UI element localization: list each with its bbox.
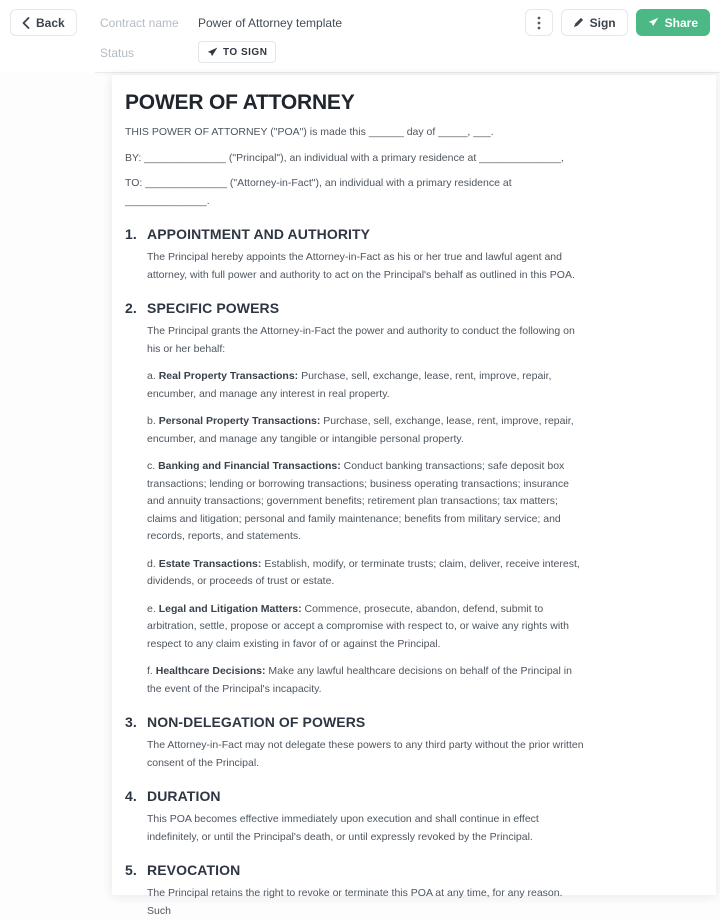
section-paragraph: The Attorney-in-Fact may not delegate these powers to any third party without the prior written consent of the Principal. <box>147 739 584 769</box>
section-heading <box>125 861 587 879</box>
section-heading-text: REVOCATION <box>147 862 241 878</box>
section-number: 1. <box>125 226 137 242</box>
status-badge-label: TO SIGN <box>223 46 268 58</box>
document-canvas <box>0 73 720 917</box>
section-paragraph: The Principal hereby appoints the Attorney-in-Fact as his or her true and lawful agent and attorney, with full power and authority to act on the Principal's behalf as outlined in this POA. <box>147 251 575 281</box>
item-label: Healthcare Decisions: <box>155 665 266 677</box>
section-heading <box>125 299 587 317</box>
item-letter: a. <box>147 370 156 382</box>
status-badge[interactable] <box>198 41 276 63</box>
item-label: Banking and Financial Transactions: <box>158 460 341 472</box>
document-page[interactable] <box>112 75 716 917</box>
paper-plane-icon <box>207 47 218 58</box>
power-item-d <box>147 556 587 591</box>
share-button[interactable] <box>636 9 710 36</box>
item-label: Real Property Transactions: <box>158 370 299 382</box>
more-options-button[interactable] <box>525 9 553 36</box>
contract-name-value[interactable]: Power of Attorney template <box>198 16 343 30</box>
section-heading <box>125 225 587 243</box>
item-label: Personal Property Transactions: <box>158 415 321 427</box>
section-paragraph: The Principal grants the Attorney-in-Fact the power and authority to conduct the following on his or her behalf: <box>147 325 575 355</box>
pen-icon <box>573 17 584 28</box>
section-paragraph: The Principal retains the right to revoke or terminate this POA at any time, for any reason. Such <box>147 887 563 917</box>
toolbar <box>0 0 720 73</box>
document-title: POWER OF ATTORNEY <box>125 91 355 114</box>
section-duration <box>125 787 587 846</box>
power-item-b <box>147 413 587 448</box>
contract-name-label: Contract name <box>100 16 179 30</box>
section-paragraph: This POA becomes effective immediately upon execution and shall continue in effect indefinitely, or until the Principal's death, or until expressly revoked by the Principal. <box>147 813 539 843</box>
section-number: 3. <box>125 714 137 730</box>
item-text: Conduct banking transactions; safe deposit box transactions; lending or borrowing transactions; business operating transactions; insurance and annuity transactions; government benefits; retirement plan transactions; tax matters; claims and litigation; personal and family maintenance; benefits from military service; and records, reports, and statements. <box>147 460 569 542</box>
item-text: Establish, modify, or terminate trusts; claim, deliver, receive interest, dividends, or proceeds of trust or estate. <box>147 557 580 587</box>
power-item-c <box>147 458 587 546</box>
item-letter: b. <box>147 415 156 427</box>
back-button[interactable] <box>10 9 77 36</box>
section-heading-text: SPECIFIC POWERS <box>147 300 280 316</box>
item-label: Legal and Litigation Matters: <box>158 602 302 615</box>
item-letter: f. <box>147 665 153 677</box>
item-text: Make any lawful healthcare decisions on behalf of the Principal in the event of the Principal's incapacity. <box>147 665 572 695</box>
document-to-line: TO: ______________ ("Attorney-in-Fact"), an individual with a primary residence at ______________. <box>125 177 512 207</box>
section-specific-powers <box>125 299 587 698</box>
section-non-delegation <box>125 713 587 772</box>
item-letter: e. <box>147 602 156 615</box>
document-intro-line: THIS POWER OF ATTORNEY ("POA") is made this ______ day of _____, ___. <box>125 126 494 138</box>
item-text: Commence, prosecute, abandon, defend, submit to arbitration, settle, propose or accept a compromise with respect to, or waive any rights with respect to any claim existing in favor of or against the Principal. <box>147 602 569 650</box>
chevron-left-icon <box>22 17 30 29</box>
toolbar-actions <box>525 9 710 36</box>
document-by-line: BY: ______________ ("Principal"), an individual with a primary residence at ______________, <box>125 151 564 164</box>
section-heading <box>125 787 587 805</box>
section-heading-text: DURATION <box>147 788 221 804</box>
item-letter: c. <box>147 460 156 472</box>
section-number: 4. <box>125 788 137 804</box>
paper-plane-icon <box>648 17 659 28</box>
item-text: Purchase, sell, exchange, lease, rent, improve, repair, encumber, and manage any tangible or intangible personal property. <box>147 415 574 445</box>
item-letter: d. <box>147 557 156 570</box>
section-heading-text: NON-DELEGATION OF POWERS <box>147 714 366 730</box>
share-button-label: Share <box>664 15 698 30</box>
item-label: Estate Transactions: <box>158 557 262 570</box>
kebab-vertical-icon <box>537 16 541 30</box>
section-heading <box>125 713 587 731</box>
power-item-e <box>147 601 587 654</box>
power-item-a <box>147 368 587 403</box>
section-appointment-and-authority <box>125 225 587 284</box>
section-heading-text: APPOINTMENT AND AUTHORITY <box>147 226 371 242</box>
power-item-f <box>147 663 587 698</box>
sign-button-label: Sign <box>589 15 616 30</box>
sign-button[interactable] <box>561 9 628 36</box>
section-number: 2. <box>125 300 137 316</box>
status-label: Status <box>100 46 135 60</box>
section-number: 5. <box>125 862 137 878</box>
section-revocation <box>125 861 587 920</box>
back-button-label: Back <box>36 15 65 30</box>
item-text: Purchase, sell, exchange, lease, rent, improve, repair, encumber, and manage any interest in real property. <box>147 370 552 400</box>
